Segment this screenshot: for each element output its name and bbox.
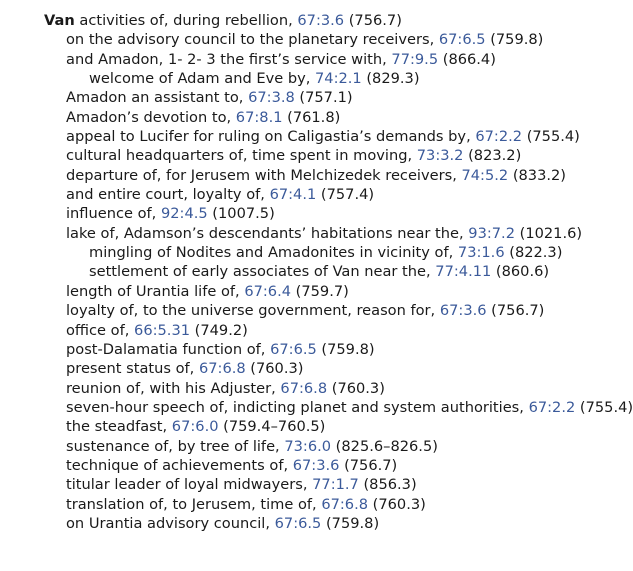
entry-text: mingling of Nodites and Amadonites in vicinity of, xyxy=(89,244,458,262)
entry-text: on Urantia advisory council, xyxy=(66,514,275,532)
entry-text: welcome of Adam and Eve by, xyxy=(89,70,315,88)
index-subentry xyxy=(0,321,619,340)
entry-text: Amadon an assistant to, xyxy=(66,89,249,107)
paper-reference-link[interactable]: 77:4.11 xyxy=(435,263,492,281)
entry-text: reunion of, with his Adjuster, xyxy=(66,379,281,397)
paper-reference-link[interactable]: 67:6.5 xyxy=(274,514,322,532)
paper-reference-link[interactable]: 92:4.5 xyxy=(160,205,208,223)
index-subentry xyxy=(0,475,619,494)
entry-text: sustenance of, by tree of life, xyxy=(66,437,285,455)
index-subentry xyxy=(0,340,619,359)
page-number: (757.4) xyxy=(316,186,375,204)
index-subentry xyxy=(0,108,619,127)
index-subentry xyxy=(0,495,619,514)
index-subentry xyxy=(0,301,619,320)
page-number: (829.3) xyxy=(361,70,420,88)
entry-text: and Amadon, 1- 2- 3 the first’s service with, xyxy=(66,50,392,68)
paper-reference-link[interactable]: 77:1.7 xyxy=(312,476,359,494)
page-number: (1021.6) xyxy=(514,224,583,242)
index-subentry xyxy=(0,514,619,533)
entry-text: the steadfast, xyxy=(66,418,172,436)
paper-reference-link[interactable]: 93:7.2 xyxy=(468,224,515,242)
entry-text: appeal to Lucifer for ruling on Caligastia’s demands by, xyxy=(66,128,476,146)
index-heading: Van xyxy=(44,12,75,29)
index-subentry xyxy=(0,185,619,204)
page-number: (756.7) xyxy=(344,12,402,29)
page-number: (860.6) xyxy=(491,263,550,281)
index-subentry xyxy=(0,417,619,436)
entry-text: present status of, xyxy=(66,360,199,378)
entry-text: loyalty of, to the universe government, reason for, xyxy=(66,302,440,320)
entry-text: translation of, to Jerusem, time of, xyxy=(66,495,322,513)
page-number: (755.4) xyxy=(522,128,580,146)
entry-text: office of, xyxy=(66,321,135,339)
page-number: (822.3) xyxy=(504,244,563,262)
entry-text: settlement of early associates of Van near the, xyxy=(89,263,436,281)
index-subentry xyxy=(0,146,619,165)
index-heading-line xyxy=(0,11,619,30)
page-number: (759.8) xyxy=(316,340,375,358)
entry-text: and entire court, loyalty of, xyxy=(66,186,270,204)
page-number: (823.2) xyxy=(463,147,522,165)
paper-reference-link[interactable]: 77:9.5 xyxy=(391,50,439,68)
page-number: (760.3) xyxy=(245,360,304,378)
paper-reference-link[interactable]: 67:3.8 xyxy=(248,89,295,107)
page-number: (761.8) xyxy=(282,108,341,126)
index-subentry xyxy=(0,282,619,301)
paper-reference-link[interactable]: 67:6.8 xyxy=(198,360,246,378)
paper-reference-link[interactable]: 67:6.8 xyxy=(321,495,369,513)
page-number: (825.6–826.5) xyxy=(331,437,438,455)
entry-text: seven-hour speech of, indicting planet and system authorities, xyxy=(66,398,529,416)
paper-reference-link[interactable]: 67:3.6 xyxy=(297,12,345,29)
index-subentry xyxy=(0,50,619,69)
entry-text: on the advisory council to the planetary receivers, xyxy=(66,31,439,49)
paper-reference-link[interactable]: 67:8.1 xyxy=(235,108,283,126)
paper-reference-link[interactable]: 73:3.2 xyxy=(416,147,464,165)
entry-text: titular leader of loyal midwayers, xyxy=(66,476,313,494)
page-number: (833.2) xyxy=(508,166,566,184)
index-subentry xyxy=(0,398,633,417)
paper-reference-link[interactable]: 67:4.1 xyxy=(269,186,317,204)
paper-reference-link[interactable]: 67:2.2 xyxy=(528,398,576,416)
entry-text: departure of, for Jerusem with Melchizedek receivers, xyxy=(66,166,462,184)
page-number: (856.3) xyxy=(358,476,417,494)
entry-text: cultural headquarters of, time spent in moving, xyxy=(66,147,417,165)
page-number: (759.8) xyxy=(321,514,380,532)
page-number: (756.7) xyxy=(339,456,398,474)
page-number: (755.4) xyxy=(575,398,633,416)
paper-reference-link[interactable]: 74:5.2 xyxy=(461,166,509,184)
page-number: (1007.5) xyxy=(207,205,275,223)
index-subentry xyxy=(0,224,619,243)
page-number: (760.3) xyxy=(327,379,385,397)
index-subentry xyxy=(0,88,619,107)
entry-text: post-Dalamatia function of, xyxy=(66,340,271,358)
entry-text: influence of, xyxy=(66,205,161,223)
paper-reference-link[interactable]: 67:6.5 xyxy=(270,340,317,358)
paper-reference-link[interactable]: 74:2.1 xyxy=(315,70,362,88)
index-subentry xyxy=(0,379,619,398)
index-subentry xyxy=(0,204,619,223)
index-subentry xyxy=(0,30,619,49)
paper-reference-link[interactable]: 67:3.6 xyxy=(292,456,340,474)
index-subentry xyxy=(0,456,619,475)
entry-text: length of Urantia life of, xyxy=(66,282,245,300)
index-subentry xyxy=(0,127,619,146)
paper-reference-link[interactable]: 67:6.5 xyxy=(438,31,486,49)
paper-reference-link[interactable]: 67:6.4 xyxy=(244,282,292,300)
paper-reference-link[interactable]: 67:6.8 xyxy=(280,379,328,397)
page-number: (756.7) xyxy=(486,302,545,320)
index-entry-van xyxy=(0,11,633,533)
page-number: (866.4) xyxy=(438,50,496,68)
page-number: (757.1) xyxy=(294,89,353,107)
entry-text: Amadon’s devotion to, xyxy=(66,108,236,126)
index-subentry xyxy=(0,69,619,88)
entry-text: activities of, during rebellion, xyxy=(79,12,298,29)
page-number: (749.2) xyxy=(190,321,248,339)
paper-reference-link[interactable]: 66:5.31 xyxy=(134,321,191,339)
index-subentry xyxy=(0,166,619,185)
paper-reference-link[interactable]: 73:1.6 xyxy=(457,244,505,262)
page-number: (759.7) xyxy=(291,282,349,300)
paper-reference-link[interactable]: 67:2.2 xyxy=(475,128,523,146)
index-subentry xyxy=(0,262,619,281)
paper-reference-link[interactable]: 67:6.0 xyxy=(171,418,219,436)
paper-reference-link[interactable]: 73:6.0 xyxy=(284,437,332,455)
entry-text: lake of, Adamson’s descendants’ habitations near the, xyxy=(66,224,469,242)
paper-reference-link[interactable]: 67:3.6 xyxy=(439,302,487,320)
index-subentry xyxy=(0,437,619,456)
page-number: (759.8) xyxy=(485,31,544,49)
page-number: (759.4–760.5) xyxy=(218,418,326,436)
index-subentry xyxy=(0,243,619,262)
index-subentry xyxy=(0,359,619,378)
entry-text: technique of achievements of, xyxy=(66,456,293,474)
page-number: (760.3) xyxy=(368,495,426,513)
